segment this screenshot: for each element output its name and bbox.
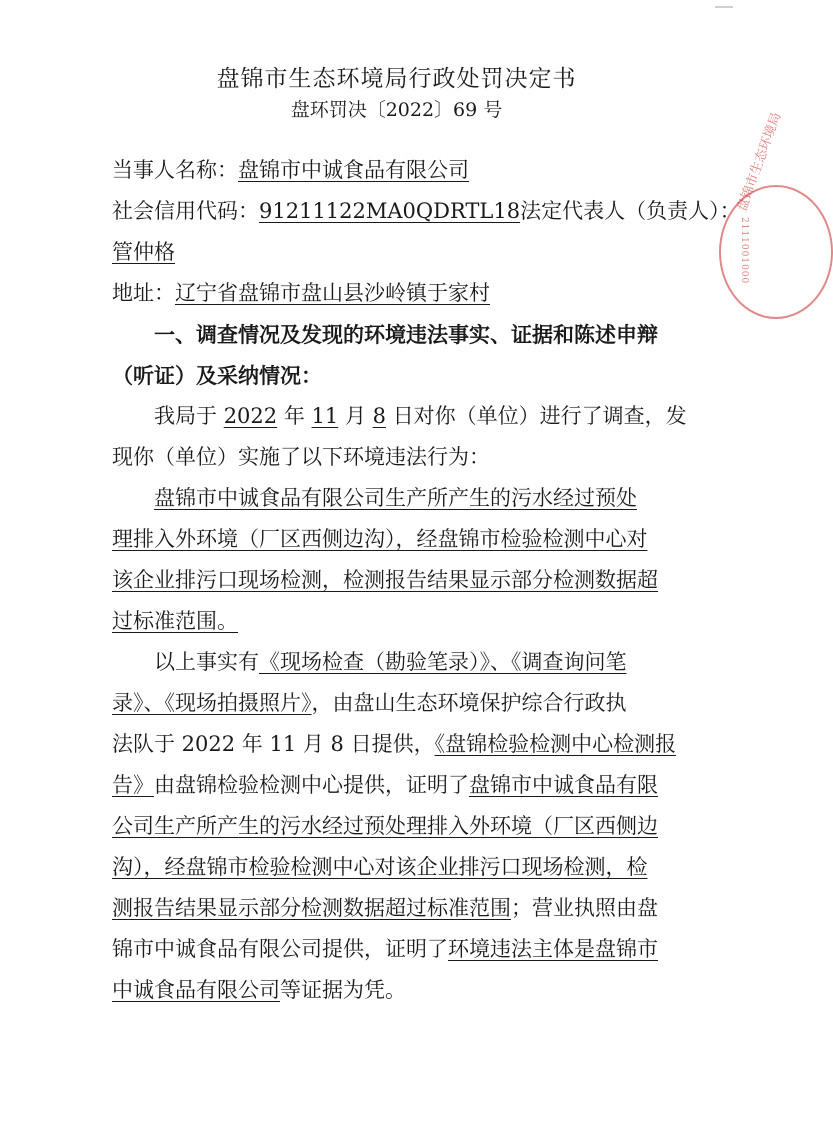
text-segment: 年 — [283, 404, 305, 428]
evidence-doc-title: 《盘锦检验检测中心检测报 — [434, 732, 677, 756]
evidence-doc-title: 录》、《现场拍摄照片》 — [112, 691, 312, 715]
investigation-line2: 现你（单位）实施了以下环境违法行为： — [112, 445, 490, 469]
text-segment: ；营业执照由盘 — [511, 896, 658, 920]
credit-code-label: 社会信用代码： — [112, 199, 259, 223]
evidence-line4 — [112, 765, 692, 806]
party-name-value: 盘锦市中诚食品有限公司 — [238, 158, 469, 182]
text-segment: 锦市中诚食品有限公司提供，证明了 — [112, 937, 448, 961]
investigation-year: 2022 — [223, 404, 278, 428]
text-segment: 法队于 2022 年 11 月 8 日提供， — [112, 732, 435, 756]
text-segment: 我局于 — [154, 404, 217, 428]
evidence-finding: 盘锦市中诚食品有限 — [469, 773, 658, 797]
text-segment: 由盘锦检验检测中心提供，证明了 — [154, 773, 469, 797]
evidence-line3 — [112, 724, 692, 765]
address-label: 地址： — [112, 281, 175, 305]
evidence-line8 — [112, 929, 692, 970]
evidence-doc-title: 《现场检查（勘验笔录）》、《调查询问笔 — [259, 650, 627, 674]
seal-text: 盘锦市生态环境局 — [734, 110, 785, 214]
document-title: 盘锦市生态环境局行政处罚决定书 — [216, 66, 577, 92]
text-segment: 月 — [344, 404, 366, 428]
document-number: 盘环罚决〔2022〕69 号 — [290, 99, 503, 121]
evidence-finding: 中诚食品有限公司 — [112, 978, 280, 1002]
party-name-line — [112, 150, 692, 191]
investigation-month: 11 — [311, 404, 339, 428]
violation-line3: 该企业排污口现场检测，检测报告结果显示部分检测数据超 — [112, 568, 658, 592]
scan-mark — [715, 6, 733, 8]
legal-rep-value: 管仲格 — [112, 240, 175, 264]
evidence-line7 — [112, 888, 692, 929]
section-heading-line2: （听证）及采纳情况： — [112, 363, 322, 388]
document-body — [112, 150, 741, 1011]
text-segment: ，由盘山生态环境保护综合行政执 — [311, 691, 627, 715]
credit-code-value: 91211122MA0QDRTL18 — [259, 199, 521, 223]
credit-code-line — [112, 191, 741, 232]
evidence-line5: 公司生产所产生的污水经过预处理排入外环境（厂区西侧边 — [112, 814, 658, 838]
evidence-line9 — [112, 970, 692, 1011]
evidence-line6: 沟），经盘锦市检验检测中心对该企业排污口现场检测，检 — [112, 855, 648, 879]
text-segment: 等证据为凭。 — [280, 978, 406, 1002]
section-heading-line1: 一、调查情况及发现的环境违法事实、证据和陈述申辩 — [154, 322, 658, 347]
legal-rep-label: 法定代表人（负责人）： — [520, 199, 741, 223]
evidence-line1 — [112, 642, 692, 683]
party-name-label: 当事人名称： — [112, 158, 238, 182]
evidence-finding: 测报告结果显示部分检测数据超过标准范围 — [112, 896, 511, 920]
legal-rep-line — [112, 232, 692, 273]
evidence-finding: 环境违法主体是盘锦市 — [448, 937, 658, 961]
violation-line2: 理排入外环境（厂区西侧边沟），经盘锦市检验检测中心对 — [112, 527, 648, 551]
evidence-line2 — [112, 683, 692, 724]
seal-code: 2111001000 — [739, 217, 749, 285]
investigation-line1 — [112, 396, 692, 437]
investigation-day: 8 — [372, 404, 386, 428]
violation-line1: 盘锦市中诚食品有限公司生产所产生的污水经过预处 — [154, 486, 637, 510]
evidence-doc-title: 告》 — [112, 773, 154, 797]
official-seal — [719, 110, 833, 319]
violation-line4: 过标准范围。 — [112, 609, 238, 633]
text-segment: 日对你（单位）进行了调查，发 — [392, 404, 687, 428]
text-segment: 以上事实有 — [154, 650, 259, 674]
address-line — [112, 273, 692, 314]
address-value: 辽宁省盘锦市盘山县沙岭镇于家村 — [175, 281, 490, 305]
